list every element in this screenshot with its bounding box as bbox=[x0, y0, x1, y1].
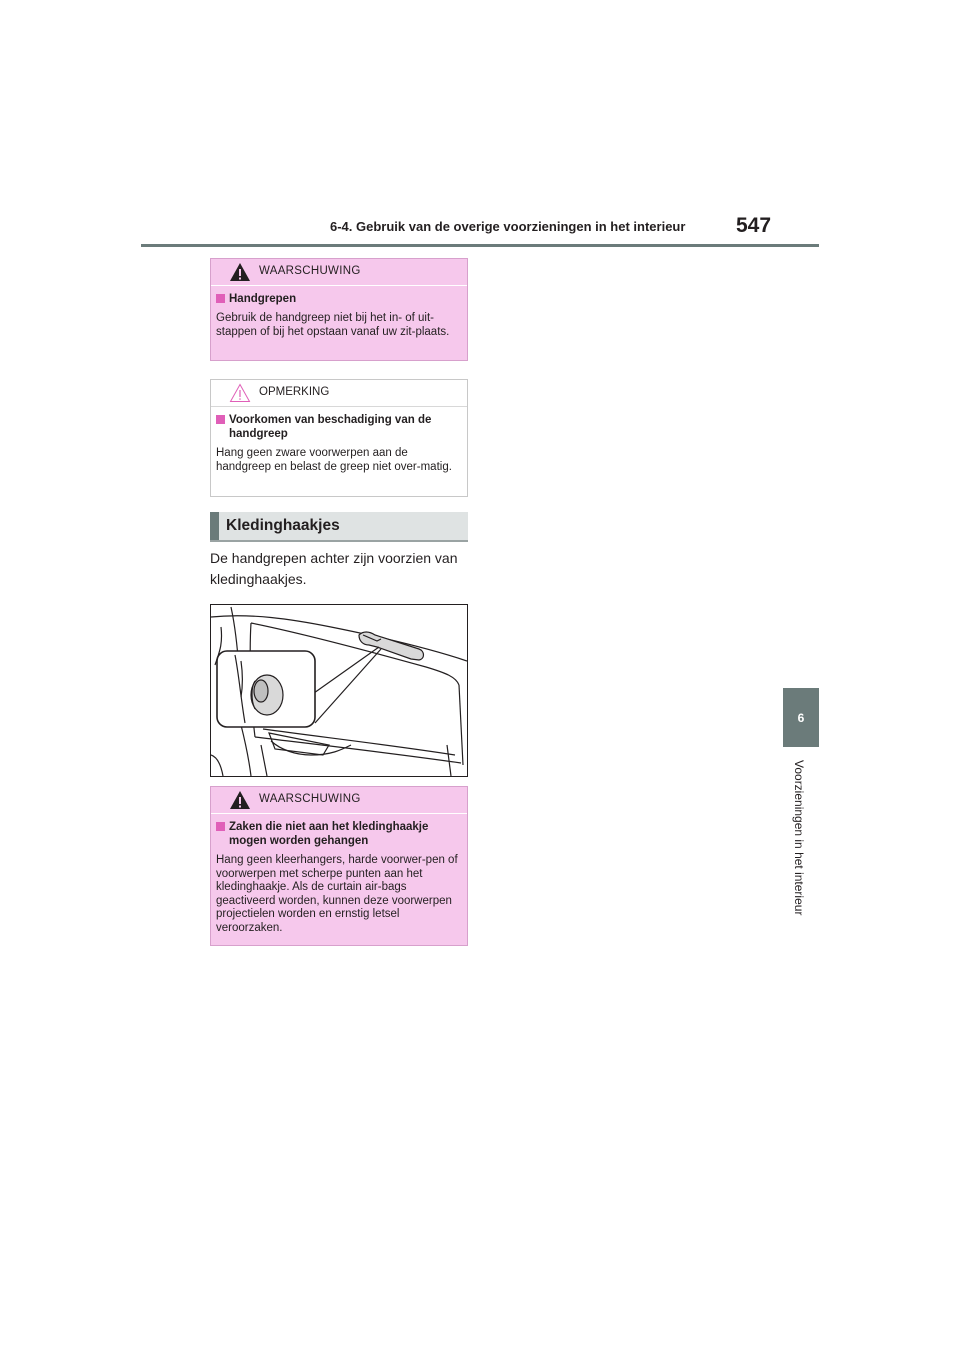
body-paragraph: De handgrepen achter zijn voorzien van kledinghaakjes. bbox=[210, 550, 458, 587]
warning-heading-text: Zaken die niet aan het kledinghaakje mogen worden gehangen bbox=[229, 821, 429, 847]
note-text: Hang geen zware voorwerpen aan de handgreep en belast de greep niet over-matig. bbox=[216, 447, 452, 473]
note-box-header bbox=[211, 380, 467, 407]
chapter-side-label: Voorzieningen in het interieur bbox=[792, 760, 806, 916]
warning-heading bbox=[216, 820, 461, 848]
warning-box-kledinghaakje bbox=[210, 786, 468, 946]
caution-triangle-outline-icon bbox=[229, 383, 251, 403]
warning-box-header bbox=[211, 787, 467, 814]
warning-triangle-icon bbox=[229, 262, 251, 282]
note-heading-text: Voorkomen van beschadiging van de handgreep bbox=[229, 414, 432, 440]
clothes-hook-illustration bbox=[211, 605, 467, 776]
warning-label: WAARSCHUWING bbox=[259, 793, 361, 805]
warning-text: Gebruik de handgreep niet bij het in- of uit-stappen of bij het opstaan vanaf uw zit-plaats. bbox=[216, 312, 450, 338]
warning-box-handgrepen bbox=[210, 258, 468, 361]
section-heading-bar bbox=[210, 512, 468, 542]
note-box-handgreep bbox=[210, 379, 468, 497]
note-heading bbox=[216, 413, 461, 441]
header-section-title: 6-4. Gebruik van de overige voorzieningen in het interieur bbox=[330, 219, 686, 234]
warning-body bbox=[211, 286, 467, 347]
warning-body bbox=[211, 814, 467, 943]
note-label: OPMERKING bbox=[259, 386, 330, 398]
square-bullet-icon bbox=[216, 415, 225, 424]
square-bullet-icon bbox=[216, 294, 225, 303]
warning-heading bbox=[216, 292, 461, 306]
section-title: Kledinghaakjes bbox=[226, 517, 340, 534]
header-rule bbox=[141, 244, 819, 247]
illustration-clothes-hook bbox=[210, 604, 468, 777]
warning-triangle-icon bbox=[229, 790, 251, 810]
note-body bbox=[211, 407, 467, 482]
warning-label: WAARSCHUWING bbox=[259, 265, 361, 277]
warning-heading-text: Handgrepen bbox=[229, 293, 297, 305]
warning-text: Hang geen kleerhangers, harde voorwer-pen of voorwerpen met scherpe punten aan het kledinghaakje. Als de curtain air-bags geactiveerd worden, kunnen deze voorwerpen projectielen worden en ernstig letsel veroorzaken. bbox=[216, 854, 458, 934]
warning-box-header bbox=[211, 259, 467, 286]
chapter-tab: 6 bbox=[783, 688, 819, 747]
chapter-side-title bbox=[792, 760, 812, 940]
page-number: 547 bbox=[736, 214, 772, 237]
square-bullet-icon bbox=[216, 822, 225, 831]
section-accent bbox=[210, 512, 219, 540]
